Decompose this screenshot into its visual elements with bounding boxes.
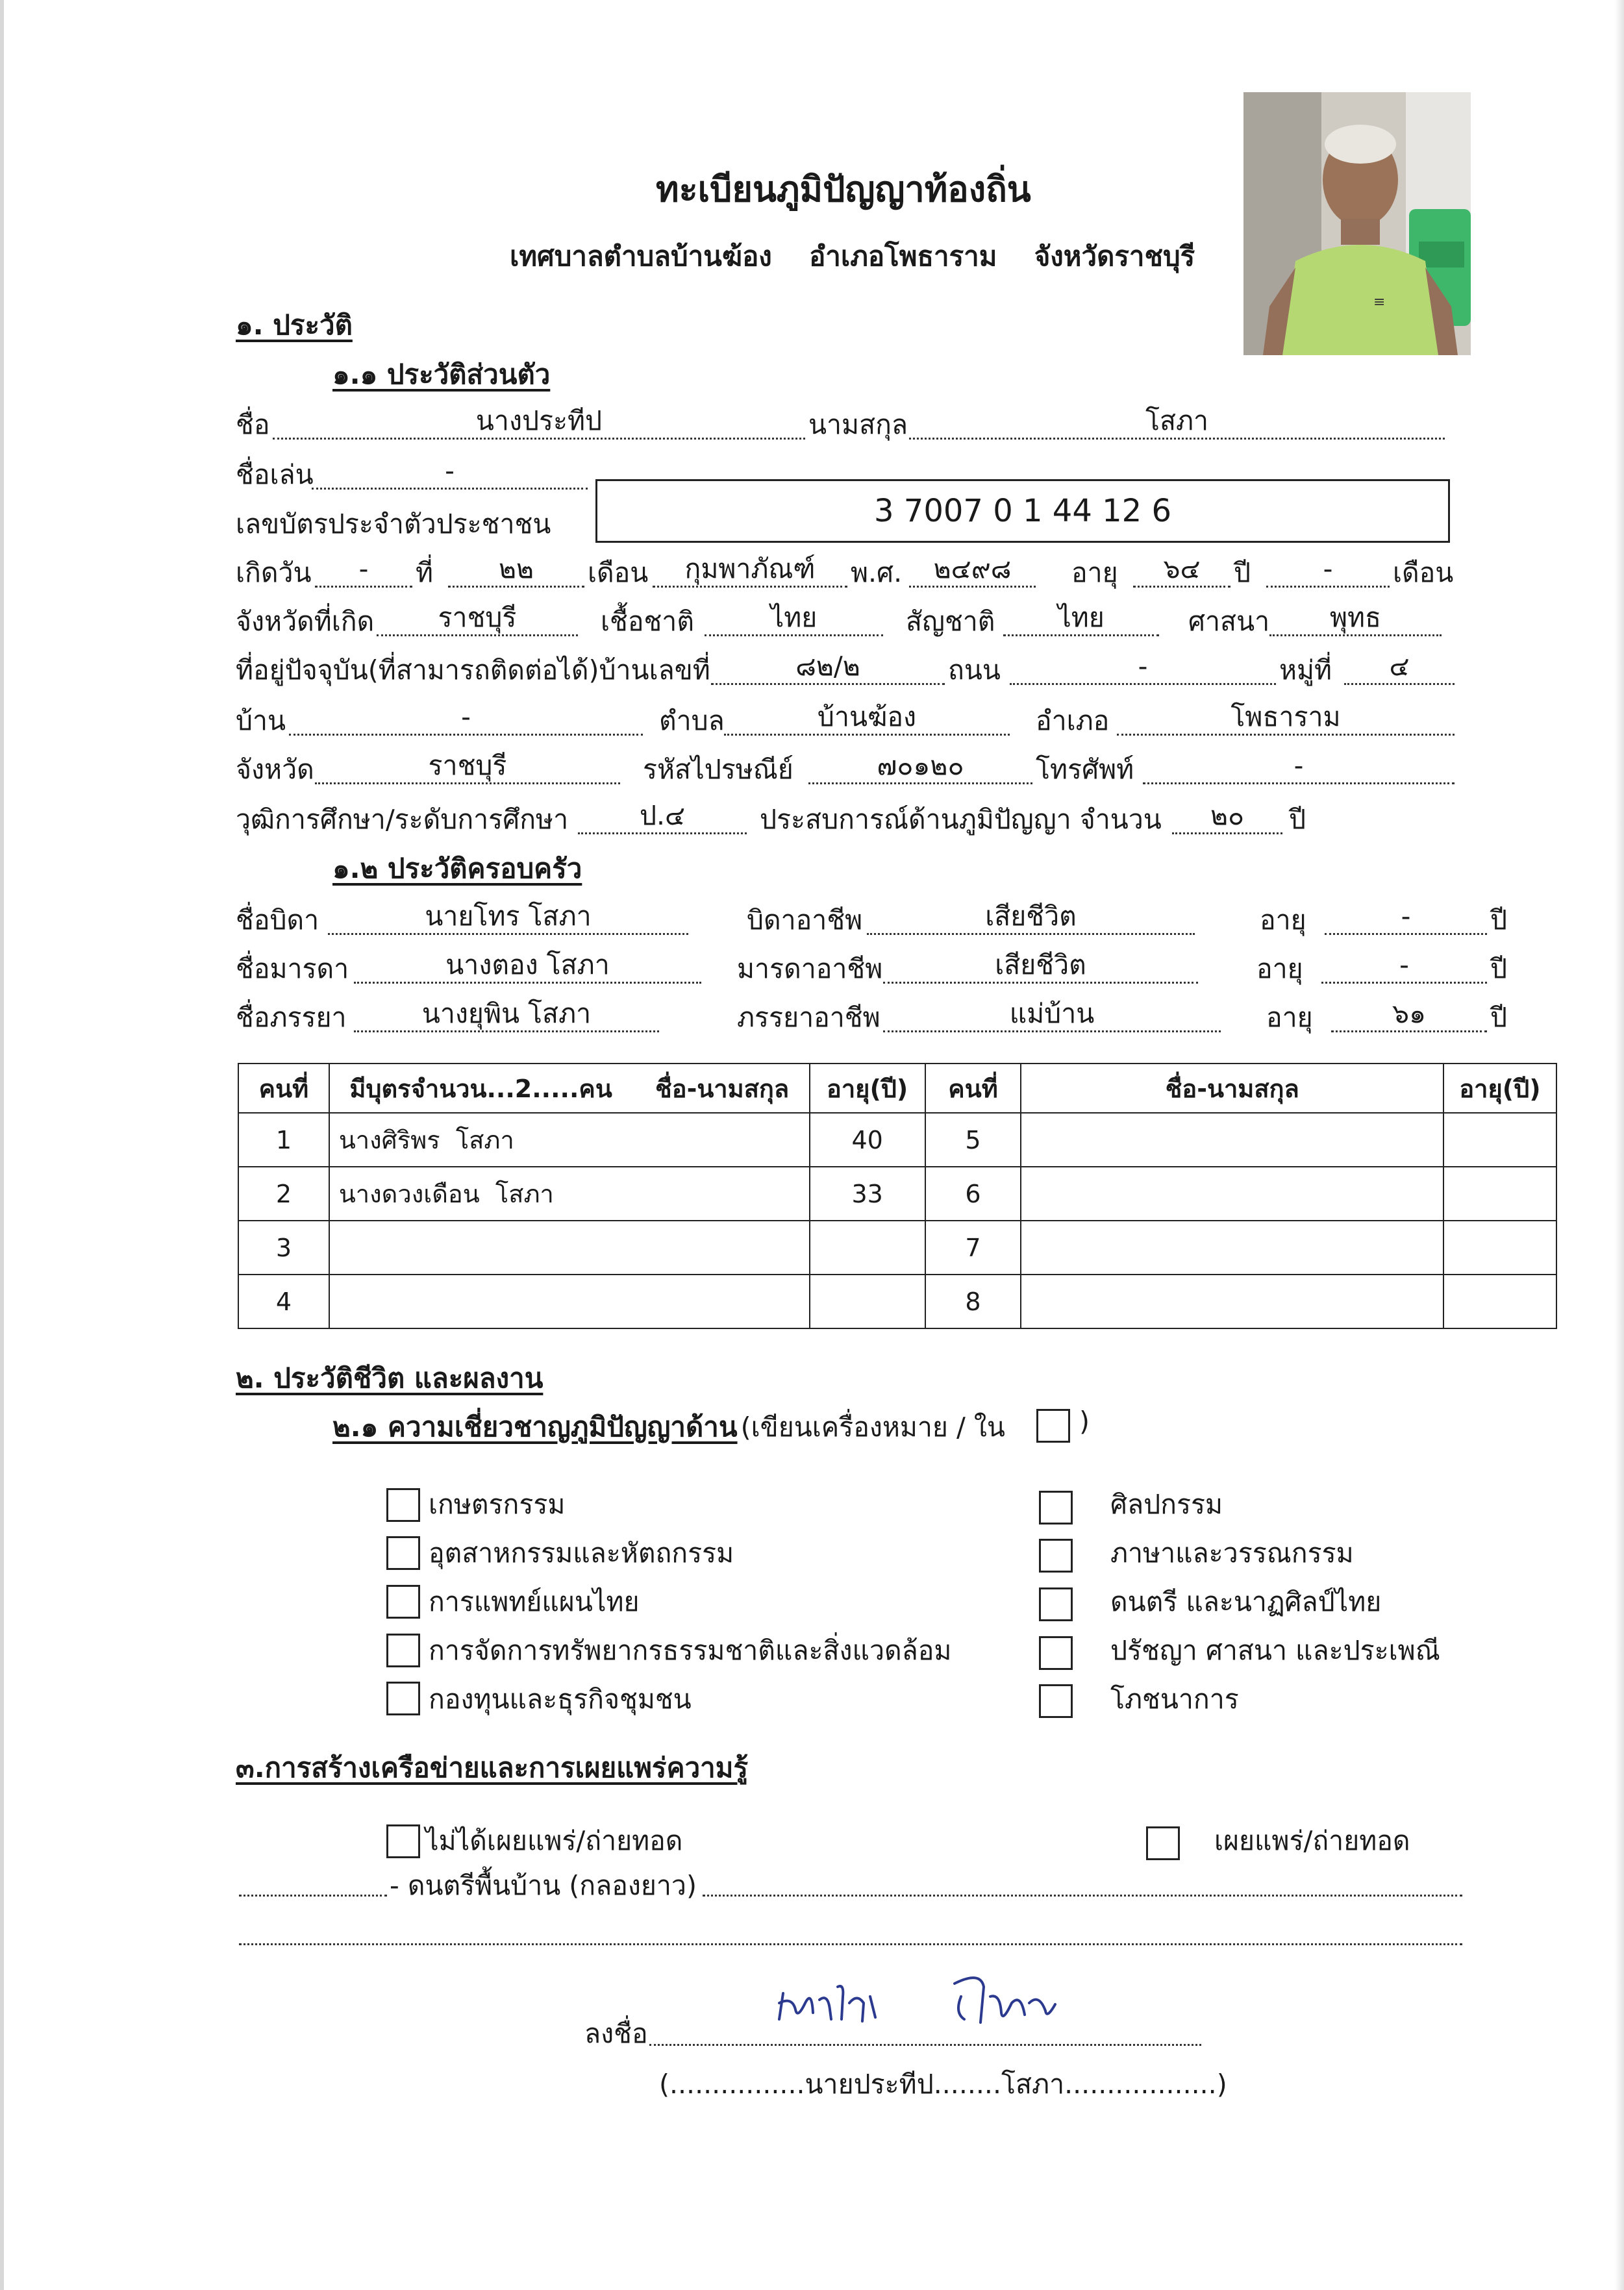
option-nutrition: โภชนาการ [1110,1684,1239,1715]
province-label: จังหวัด [236,754,314,785]
option-shared: เผยแพร่/ถ่ายทอด [1214,1825,1410,1856]
education-label: วุฒิการศึกษา/ระดับการศึกษา [236,804,569,835]
cell-no: 5 [925,1113,1021,1167]
cell-age [1443,1167,1556,1221]
father-label: ชื่อบิดา [236,904,319,936]
svg-text:≡: ≡ [1373,294,1386,310]
house-no-value: ๘๒/๒ [711,649,945,685]
nickname-value: - [312,454,588,490]
birth-day-label: เกิดวัน [236,557,312,588]
checkbox-natural-resources[interactable] [386,1634,420,1667]
expertise-instruction-close: ) [1079,1406,1090,1437]
cell-name [1021,1221,1443,1275]
province-value: ราชบุรี [315,749,620,784]
cell-no: 3 [238,1221,329,1275]
col-header-age-right: อายุ(ปี) [1443,1064,1556,1113]
checkbox-language-literature[interactable] [1039,1539,1073,1573]
table-row [238,1275,1556,1328]
phone-label: โทรศัพท์ [1036,754,1134,785]
children-table [238,1063,1557,1329]
district-label: อำเภอ [1036,705,1110,736]
expertise-heading-row [332,1406,1005,1449]
cell-name [1021,1113,1443,1167]
father-age: - [1325,899,1487,935]
nationality-label: สัญชาติ [906,606,995,637]
birth-month-value: กุมพาภัณฑ์ [653,552,847,588]
father-job-label: บิดาอาชีพ [747,904,863,936]
family-heading: ๑.๒ ประวัติครอบครัว [332,853,582,884]
cell-age [1443,1113,1556,1167]
spouse-job: แม่บ้าน [883,997,1221,1032]
option-not-shared: ไม่ได้เผยแพร่/ถ่ายทอด [425,1825,683,1856]
religion-label: ศาสนา [1188,606,1270,637]
signature-label: ลงชื่อ [584,2018,648,2049]
section1-heading: ๑. ประวัติ [236,309,353,341]
nationality-value: ไทย [1003,601,1159,636]
detail-text: - ดนตรีพื้นบ้าน (กลองยาว) [390,1870,697,1901]
experience-unit: ปี [1289,804,1306,835]
cell-name [1021,1167,1443,1221]
last-name-value: โสภา [909,404,1445,440]
id-label: เลขบัตรประจำตัวประชาชน [236,508,551,540]
cell-age: 40 [810,1113,925,1167]
cell-age [1443,1221,1556,1275]
detail-line-2 [239,1943,1462,1945]
instruction-example-checkbox [1036,1409,1070,1443]
village-label: บ้าน [236,705,286,736]
mother-age-label: อายุ [1256,953,1303,984]
cell-name [329,1275,810,1328]
road-label: ถนน [948,654,1001,686]
cell-no: 1 [238,1113,329,1167]
age-month-unit: เดือน [1393,557,1454,588]
option-industry-handicraft: อุตสาหกรรมและหัตถกรรม [429,1537,734,1569]
checkbox-nutrition[interactable] [1039,1684,1073,1718]
option-fine-arts: ศิลปกรรม [1110,1489,1223,1520]
religion-value: พุทธ [1269,601,1442,636]
age-years-value: ๖๔ [1133,552,1230,588]
age-months-value: - [1266,552,1390,588]
mother-age: - [1321,948,1487,984]
person-photo [1243,92,1471,355]
section2-heading: ๒. ประวัติชีวิต และผลงาน [236,1362,543,1394]
birth-year-label: พ.ศ. [851,557,903,588]
spouse-age-unit: ปี [1490,1002,1508,1033]
scan-right-edge [1615,0,1624,2290]
option-natural-resources: การจัดการทรัพยากรธรรมชาติและสิ่งแวดล้อม [429,1635,952,1666]
spouse-name: นางยุพิน โสภา [354,997,659,1032]
postcode-value: ๗๐๑๒๐ [808,749,1032,784]
table-row [238,1167,1556,1221]
birth-day-value: - [315,552,412,588]
ethnicity-value: ไทย [705,601,883,636]
table-row [238,1113,1556,1167]
col-header-no-right: คนที่ [925,1064,1021,1113]
signed-name-close: ..................) [1064,2069,1227,2100]
section3-heading: ๓.การสร้างเครือข่ายและการเผยแพร่ความรู้ [236,1752,748,1784]
children-table-header [238,1064,1556,1113]
checkbox-industry-handicraft[interactable] [386,1536,420,1570]
col-header-no-left: คนที่ [238,1064,329,1113]
cell-no: 6 [925,1167,1021,1221]
address-label: ที่อยู่ปัจจุบัน(ที่สามารถติดต่อได้)บ้านเลขที่ [236,654,710,686]
birth-month-label: เดือน [588,557,649,588]
signed-name-last: โสภา [1001,2069,1065,2100]
expertise-instruction: (เขียนเครื่องหมาย / ใน [740,1412,1005,1443]
mother-job: เสียชีวิต [883,948,1198,984]
cell-age: 33 [810,1167,925,1221]
person-photo-illustration [1243,92,1471,355]
signed-name-first: นายประทีป [805,2069,934,2100]
age-year-unit: ปี [1234,557,1251,588]
detail-line-1-leader [239,1895,387,1897]
experience-label: ประสบการณ์ด้านภูมิปัญญา จำนวน [760,804,1162,835]
col-header-name-left: มีบุตรจำนวน...2.....คน ชื่อ-นามสกุล [329,1064,810,1113]
birth-date-value: ๒๒ [448,552,584,588]
cell-name: นางดวงเดือน โสภา [329,1167,810,1221]
col-header-age-left: อายุ(ปี) [810,1064,925,1113]
subtitle-org: เทศบาลตำบลบ้านฆ้อง [510,240,772,272]
village-value: - [289,700,643,736]
nickname-label: ชื่อเล่น [236,459,314,490]
postcode-label: รหัสไปรษณีย์ [643,754,793,785]
cell-age [810,1221,925,1275]
id-number: 3 7007 0 1 44 12 6 [873,493,1171,529]
handwritten-signature [766,1958,1065,2042]
table-row [238,1221,1556,1275]
checkbox-agriculture[interactable] [386,1488,420,1522]
mother-age-unit: ปี [1490,953,1508,984]
detail-line-1-trailer [703,1895,1462,1897]
mother-job-label: มารดาอาชีพ [737,953,883,984]
option-community-fund: กองทุนและธุรกิจชุมชน [429,1684,692,1715]
checkbox-shared[interactable] [1146,1826,1180,1860]
checkbox-thai-medicine[interactable] [386,1585,420,1619]
cell-no: 7 [925,1221,1021,1275]
signed-name-open: (................ [659,2069,805,2100]
moo-label: หมู่ที่ [1279,654,1332,686]
checkbox-fine-arts[interactable] [1039,1491,1073,1525]
option-language-literature: ภาษาและวรรณกรรม [1110,1537,1354,1569]
form-subtitle [510,235,1195,278]
father-age-unit: ปี [1490,904,1508,936]
father-age-label: อายุ [1260,904,1306,936]
signed-name-mid: ........ [933,2069,1001,2100]
checkbox-philosophy-religion[interactable] [1039,1636,1073,1670]
cell-name [329,1221,810,1275]
option-philosophy-religion: ปรัชญา ศาสนา และประเพณี [1110,1635,1440,1666]
phone-value: - [1143,749,1455,784]
spouse-age: ๖๑ [1331,997,1487,1032]
col-header-name-right: ชื่อ-นามสกุล [1021,1064,1443,1113]
ethnicity-label: เชื้อชาติ [601,606,694,637]
personal-heading: ๑.๑ ประวัติส่วนตัว [332,358,551,390]
scan-left-edge [0,0,4,2290]
option-agriculture: เกษตรกรรม [429,1489,566,1520]
cell-name: นางศิริพร โสภา [329,1113,810,1167]
age-label: อายุ [1071,557,1118,588]
spouse-job-label: ภรรยาอาชีพ [737,1002,881,1033]
subdistrict-value: บ้านฆ้อง [724,700,1010,736]
mother-name: นางตอง โสภา [354,948,701,984]
spouse-label: ชื่อภรรยา [236,1002,347,1033]
option-thai-medicine: การแพทย์แผนไทย [429,1586,640,1617]
father-job: เสียชีวิต [867,899,1195,935]
expertise-heading: ๒.๑ ความเชี่ยวชาญภูมิปัญญาด้าน [332,1411,738,1443]
cell-name [1021,1275,1443,1328]
mother-label: ชื่อมารดา [236,953,349,984]
signature-line [649,2044,1201,2046]
cell-no: 2 [238,1167,329,1221]
road-value: - [1010,649,1276,685]
cell-age [810,1275,925,1328]
form-title: ทะเบียนภูมิปัญญาท้องถิ่น [656,169,1031,210]
subtitle-district: อำเภอโพธาราม [809,240,997,272]
experience-value: ๒๐ [1172,799,1282,834]
district-value: โพธาราม [1117,700,1455,736]
cell-no: 8 [925,1275,1021,1328]
option-music-dance: ดนตรี และนาฏศิลป์ไทย [1110,1586,1382,1617]
birth-province-value: ราชบุรี [377,601,578,636]
last-name-label: นามสกุล [808,409,908,440]
first-name-label: ชื่อ [236,409,270,440]
subdistrict-label: ตำบล [659,705,725,736]
birth-year-value: ๒๔๙๘ [909,552,1036,588]
spouse-age-label: อายุ [1266,1002,1313,1033]
signed-name-row [659,2063,1227,2106]
education-value: ป.๔ [578,799,747,834]
checkbox-not-shared[interactable] [386,1824,420,1858]
first-name-value: นางประทีป [273,404,805,440]
birth-date-label: ที่ [416,557,434,588]
checkbox-community-fund[interactable] [386,1682,420,1715]
id-number-box [595,479,1450,543]
cell-no: 4 [238,1275,329,1328]
subtitle-province: จังหวัดราชบุรี [1034,240,1195,272]
checkbox-music-dance[interactable] [1039,1587,1073,1621]
birth-province-label: จังหวัดที่เกิด [236,606,375,637]
moo-value: ๔ [1344,649,1455,685]
cell-age [1443,1275,1556,1328]
father-name: นายโทร โสภา [328,899,688,935]
